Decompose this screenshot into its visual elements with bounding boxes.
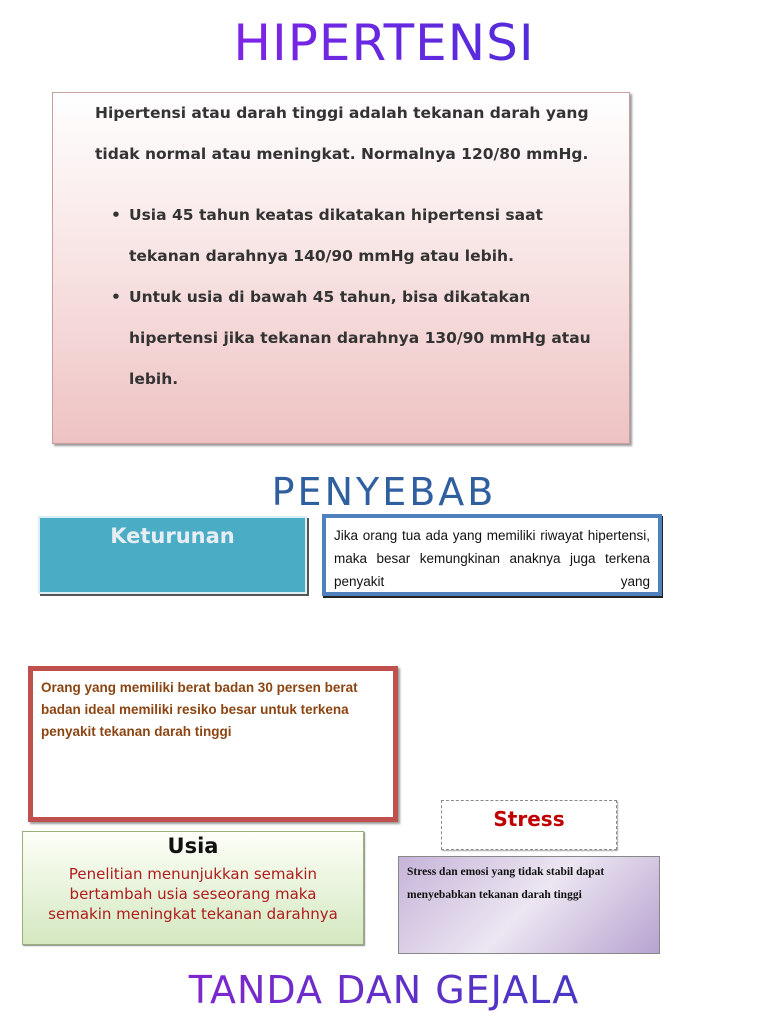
stress-desc-box (398, 856, 660, 954)
definition-text: Hipertensi atau darah tinggi adalah tekanan darah yang tidak normal atau meningkat. Normalnya 120/80 mmHg. (95, 104, 589, 163)
criteria-list (111, 195, 611, 400)
list-item: • Usia 45 tahun keatas dikatakan hipertensi saat tekanan darahnya 140/90 mmHg atau lebih. (111, 195, 611, 277)
stress-desc: Stress dan emosi yang tidak stabil dapat menyebabkan tekanan darah tinggi (407, 866, 605, 901)
stress-box (441, 800, 617, 850)
keturunan-label: Keturunan (110, 524, 235, 548)
keturunan-box (38, 516, 307, 594)
keturunan-desc-box (322, 514, 662, 596)
keturunan-desc: Jika orang tua ada yang memiliki riwayat hipertensi, maka besar kemungkinan anaknya juga terkena penyakit yang (334, 528, 650, 589)
berat-badan-text: Orang yang memiliki berat badan 30 persen berat badan ideal memiliki resiko besar untuk terkena penyakit tekanan darah tinggi (41, 680, 358, 739)
stress-label: Stress (493, 807, 565, 831)
definition-box (52, 92, 630, 444)
usia-box (22, 831, 364, 945)
page-title: HIPERTENSI (0, 14, 768, 72)
usia-desc: Penelitian menunjukkan semakin bertambah usia seseorang maka semakin meningkat tekanan darahnya (48, 865, 338, 923)
usia-label: Usia (167, 834, 219, 858)
section-title-causes: PENYEBAB (271, 470, 497, 514)
section-title-signs: TANDA DAN GEJALA (0, 968, 768, 1012)
berat-badan-box (28, 666, 398, 822)
list-item: • Untuk usia di bawah 45 tahun, bisa dikatakan hipertensi jika tekanan darahnya 130/90 mmHg atau lebih. (111, 277, 611, 400)
